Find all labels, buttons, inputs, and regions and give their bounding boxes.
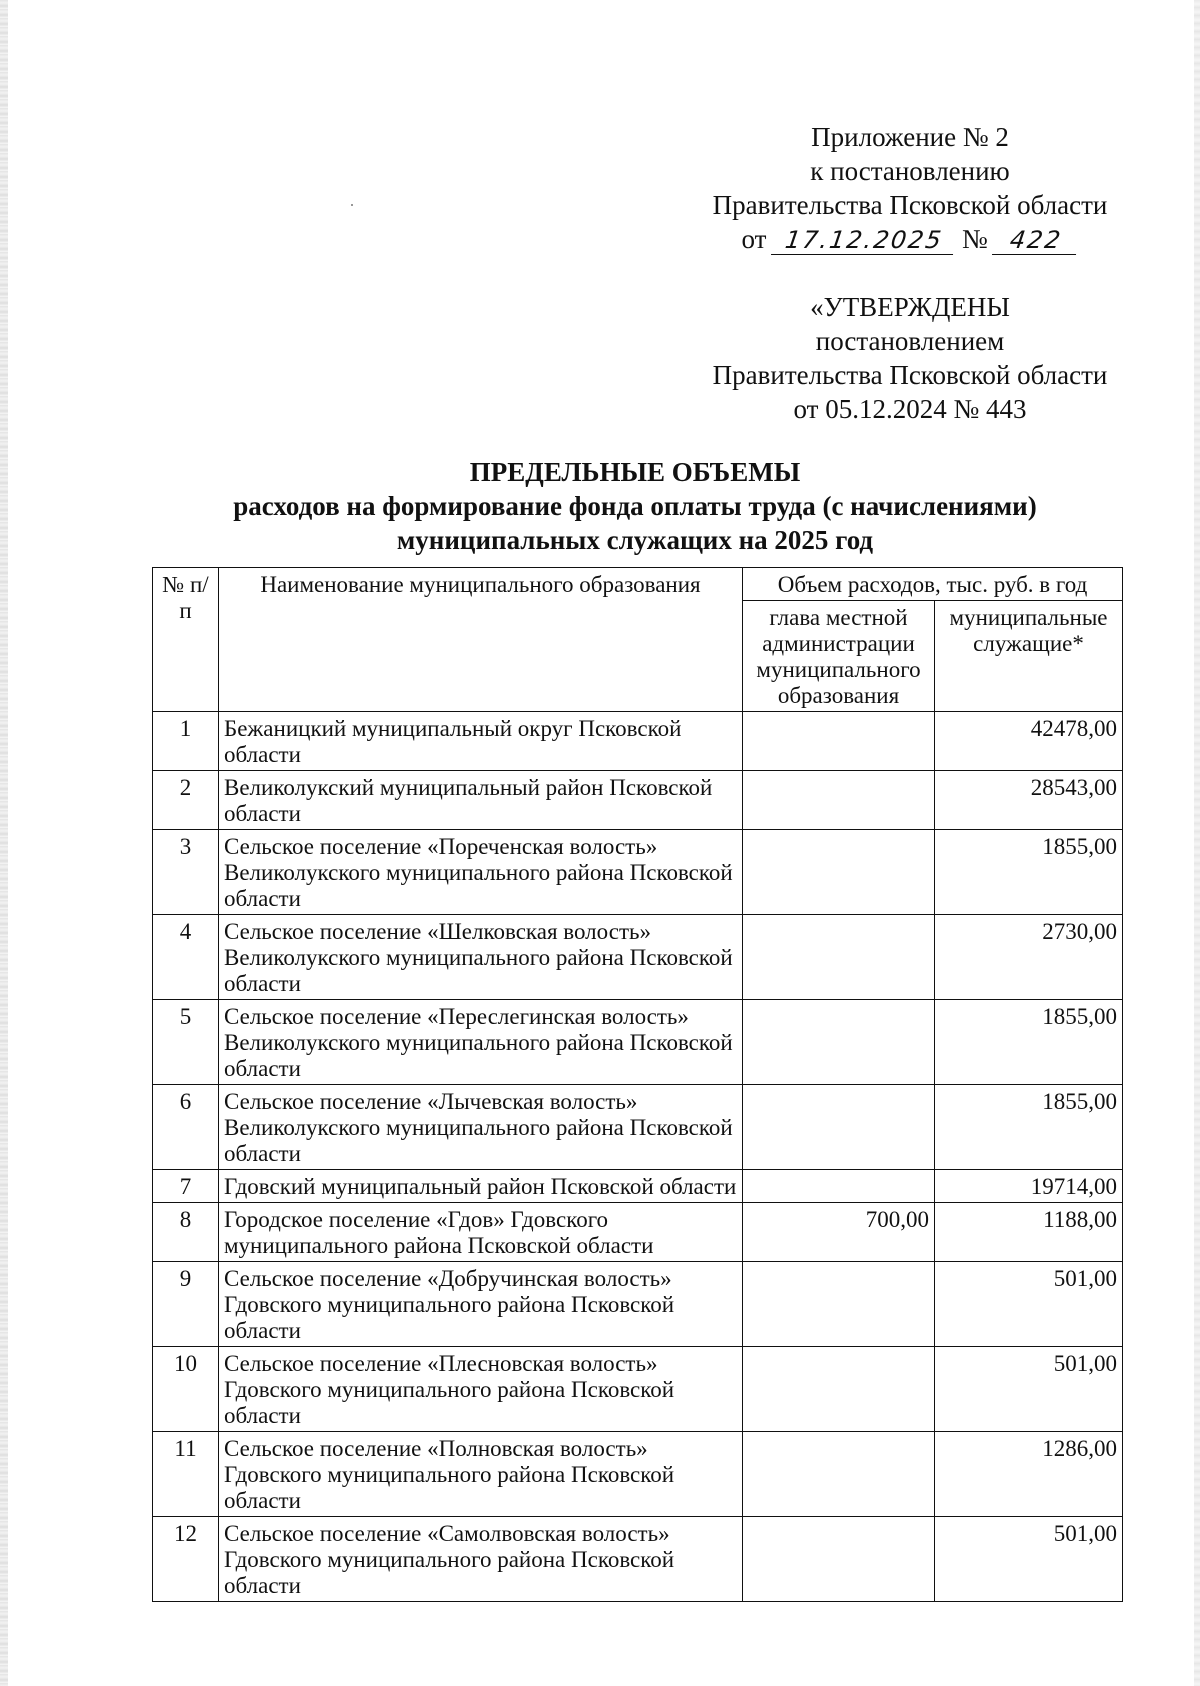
row-name: Гдовский муниципальный район Псковской области bbox=[219, 1170, 743, 1203]
issuing-government: Правительства Псковской области bbox=[712, 190, 1108, 220]
table-row bbox=[153, 1203, 1123, 1262]
title-line-3: муниципальных служащих на 2025 год bbox=[396, 525, 874, 555]
approved-label: «УТВЕРЖДЕНЫ bbox=[810, 292, 1010, 322]
header-municipal-servants: муниципальные служащие* bbox=[935, 601, 1123, 712]
row-number: 6 bbox=[153, 1085, 219, 1170]
row-servants-value: 501,00 bbox=[935, 1347, 1123, 1432]
row-name: Сельское поселение «Переслегинская волость» Великолукского муниципального района Псковской области bbox=[219, 1000, 743, 1085]
scan-edge-left bbox=[0, 0, 8, 1686]
by-decree-label: постановлением bbox=[815, 326, 1005, 356]
document-title bbox=[150, 455, 1120, 557]
row-number: 1 bbox=[153, 712, 219, 771]
row-name: Сельское поселение «Добручинская волость» Гдовского муниципального района Псковской области bbox=[219, 1262, 743, 1347]
header-name: Наименование муниципального образования bbox=[219, 568, 743, 712]
row-head-value bbox=[743, 1262, 935, 1347]
appendix-number: Приложение № 2 bbox=[811, 122, 1009, 152]
scan-edge-right bbox=[1194, 0, 1200, 1686]
table-body bbox=[153, 712, 1123, 1602]
table-header-row bbox=[153, 568, 1123, 601]
row-name: Сельское поселение «Полновская волость» Гдовского муниципального района Псковской области bbox=[219, 1432, 743, 1517]
row-servants-value: 1855,00 bbox=[935, 830, 1123, 915]
row-head-value bbox=[743, 830, 935, 915]
row-number: 11 bbox=[153, 1432, 219, 1517]
row-number: 10 bbox=[153, 1347, 219, 1432]
row-number: 2 bbox=[153, 771, 219, 830]
table-row bbox=[153, 771, 1123, 830]
table-row bbox=[153, 1262, 1123, 1347]
row-name: Сельское поселение «Шелковская волость» Великолукского муниципального района Псковской области bbox=[219, 915, 743, 1000]
table-row bbox=[153, 830, 1123, 915]
row-number: 8 bbox=[153, 1203, 219, 1262]
limits-table-wrapper bbox=[152, 567, 1122, 1602]
from-label: от bbox=[741, 224, 767, 254]
row-head-value bbox=[743, 1517, 935, 1602]
row-name: Сельское поселение «Пореченская волость» Великолукского муниципального района Псковской области bbox=[219, 830, 743, 915]
row-servants-value: 19714,00 bbox=[935, 1170, 1123, 1203]
appendix-header bbox=[680, 120, 1140, 256]
header-head-of-administration: глава местной администрации муниципального образования bbox=[743, 601, 935, 712]
row-servants-value: 1286,00 bbox=[935, 1432, 1123, 1517]
decree-date-line bbox=[680, 222, 1140, 256]
table-row bbox=[153, 1517, 1123, 1602]
row-servants-value: 28543,00 bbox=[935, 771, 1123, 830]
row-servants-value: 1855,00 bbox=[935, 1085, 1123, 1170]
row-name: Сельское поселение «Лычевская волость» Великолукского муниципального района Псковской области bbox=[219, 1085, 743, 1170]
table-row bbox=[153, 712, 1123, 771]
table-row bbox=[153, 1000, 1123, 1085]
row-head-value bbox=[743, 1000, 935, 1085]
row-name: Городское поселение «Гдов» Гдовского муниципального района Псковской области bbox=[219, 1203, 743, 1262]
row-head-value bbox=[743, 1347, 935, 1432]
row-number: 9 bbox=[153, 1262, 219, 1347]
row-name: Сельское поселение «Плесновская волость» Гдовского муниципального района Псковской области bbox=[219, 1347, 743, 1432]
row-head-value bbox=[743, 1432, 935, 1517]
row-servants-value: 501,00 bbox=[935, 1262, 1123, 1347]
header-volume: Объем расходов, тыс. руб. в год bbox=[743, 568, 1123, 601]
row-number: 5 bbox=[153, 1000, 219, 1085]
row-head-value bbox=[743, 712, 935, 771]
title-line-1: ПРЕДЕЛЬНЫЕ ОБЪЕМЫ bbox=[469, 457, 801, 487]
row-name: Великолукский муниципальный район Псковской области bbox=[219, 771, 743, 830]
row-name: Бежаницкий муниципальный округ Псковской области bbox=[219, 712, 743, 771]
limits-table bbox=[152, 567, 1123, 1602]
row-head-value: 700,00 bbox=[743, 1203, 935, 1262]
approved-government: Правительства Псковской области bbox=[712, 360, 1108, 390]
row-servants-value: 2730,00 bbox=[935, 915, 1123, 1000]
title-line-2: расходов на формирование фонда оплаты труда (с начислениями) bbox=[233, 491, 1037, 521]
table-row bbox=[153, 1085, 1123, 1170]
row-servants-value: 1188,00 bbox=[935, 1203, 1123, 1262]
table-row bbox=[153, 1347, 1123, 1432]
to-decree: к постановлению bbox=[810, 156, 1010, 186]
row-head-value bbox=[743, 1085, 935, 1170]
number-label: № bbox=[961, 224, 988, 254]
row-head-value bbox=[743, 1170, 935, 1203]
handwritten-date: 17.12.2025 bbox=[771, 226, 957, 255]
row-number: 3 bbox=[153, 830, 219, 915]
row-servants-value: 42478,00 bbox=[935, 712, 1123, 771]
row-number: 4 bbox=[153, 915, 219, 1000]
handwritten-number: 422 bbox=[992, 226, 1080, 255]
row-head-value bbox=[743, 915, 935, 1000]
row-servants-value: 501,00 bbox=[935, 1517, 1123, 1602]
scan-speck bbox=[351, 204, 353, 206]
table-row bbox=[153, 1170, 1123, 1203]
header-num: № п/п bbox=[153, 568, 219, 712]
table-row bbox=[153, 1432, 1123, 1517]
row-name: Сельское поселение «Самолвовская волость» Гдовского муниципального района Псковской области bbox=[219, 1517, 743, 1602]
approved-block bbox=[680, 290, 1140, 426]
approved-date-line: от 05.12.2024 № 443 bbox=[793, 394, 1027, 424]
row-head-value bbox=[743, 771, 935, 830]
row-number: 7 bbox=[153, 1170, 219, 1203]
table-row bbox=[153, 915, 1123, 1000]
row-number: 12 bbox=[153, 1517, 219, 1602]
row-servants-value: 1855,00 bbox=[935, 1000, 1123, 1085]
